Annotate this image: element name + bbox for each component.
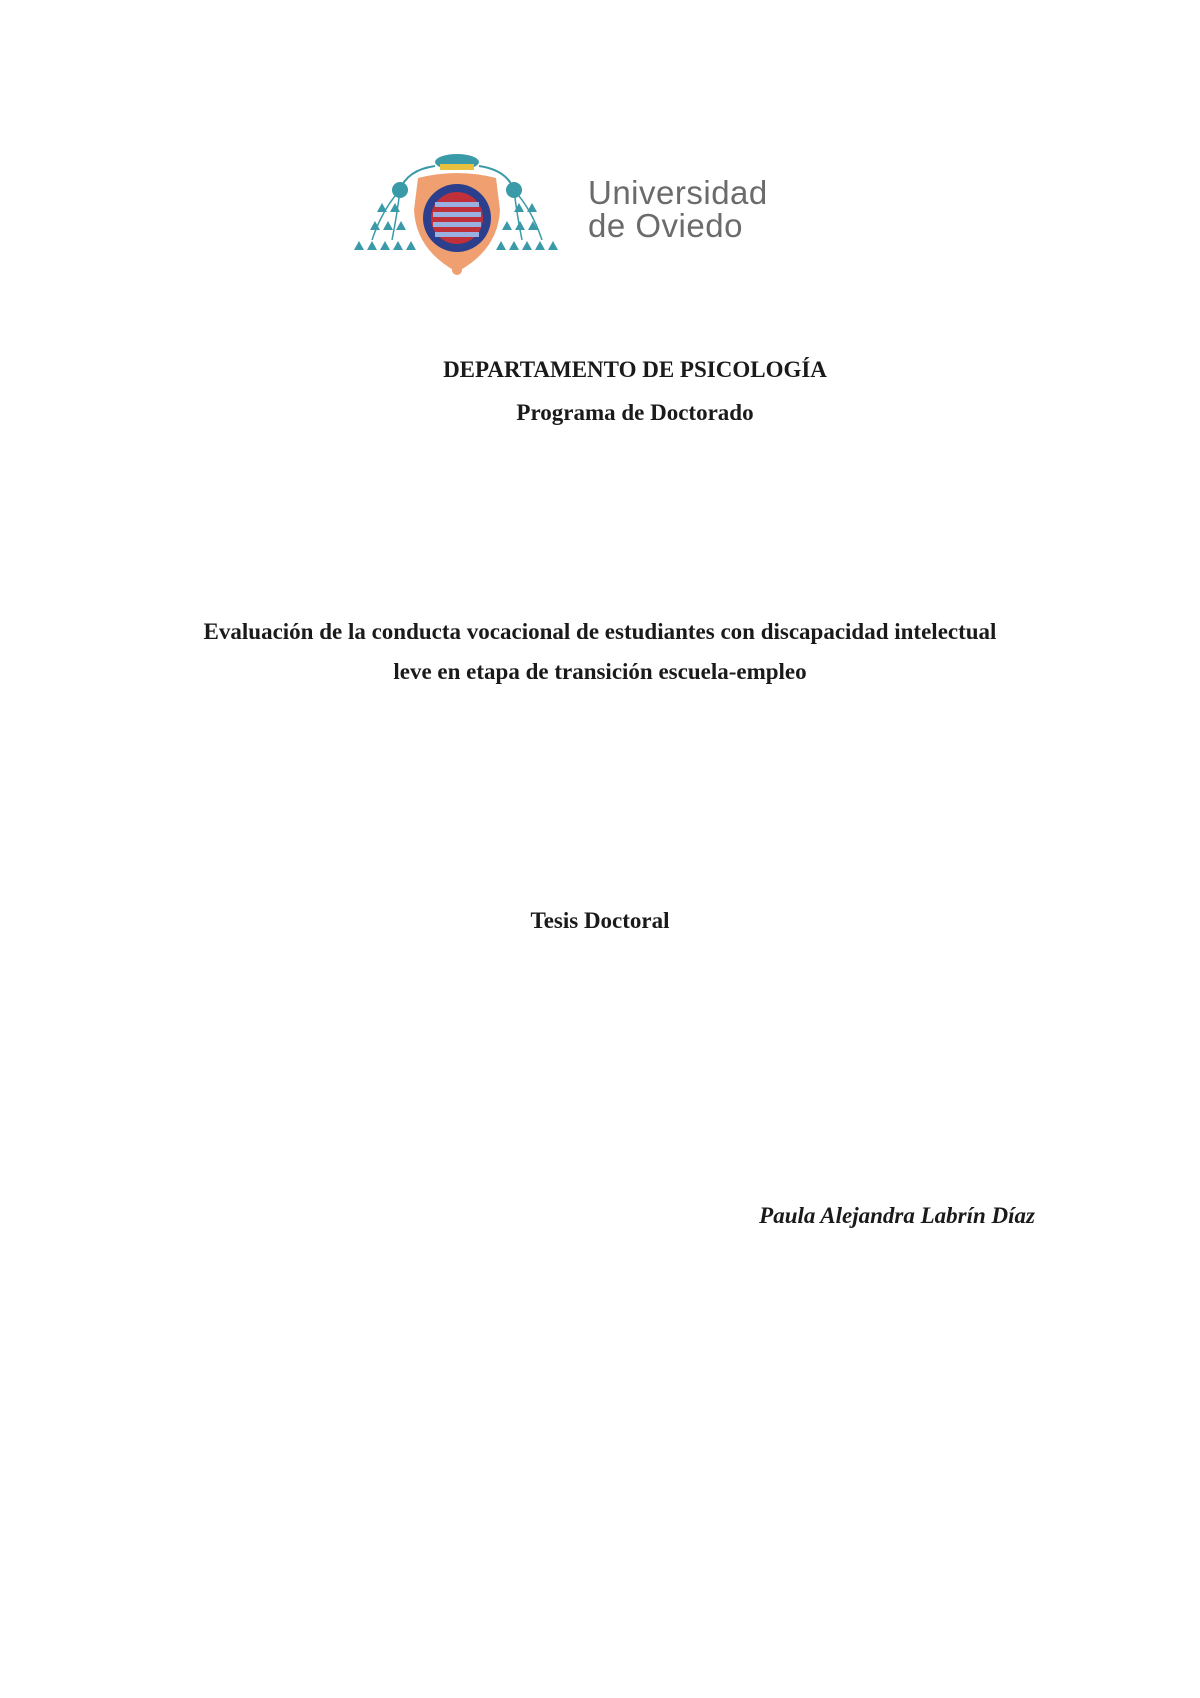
university-logo bbox=[352, 150, 822, 280]
university-crest-icon bbox=[352, 150, 562, 278]
wordmark-line-2: de Oviedo bbox=[588, 207, 743, 244]
program-heading: Programa de Doctorado bbox=[516, 400, 754, 425]
department-heading: DEPARTAMENTO DE PSICOLOGÍA bbox=[443, 357, 827, 382]
document-type: Tesis Doctoral bbox=[530, 908, 670, 933]
wordmark-line-1: Universidad bbox=[588, 174, 768, 211]
thesis-title-line-2: leve en etapa de transición escuela-empleo bbox=[393, 659, 807, 684]
author-name: Paula Alejandra Labrín Díaz bbox=[759, 1203, 1035, 1228]
university-wordmark bbox=[588, 176, 768, 242]
thesis-title bbox=[170, 612, 1030, 692]
thesis-title-line-1: Evaluación de la conducta vocacional de estudiantes con discapacidad intelectual bbox=[203, 619, 997, 644]
